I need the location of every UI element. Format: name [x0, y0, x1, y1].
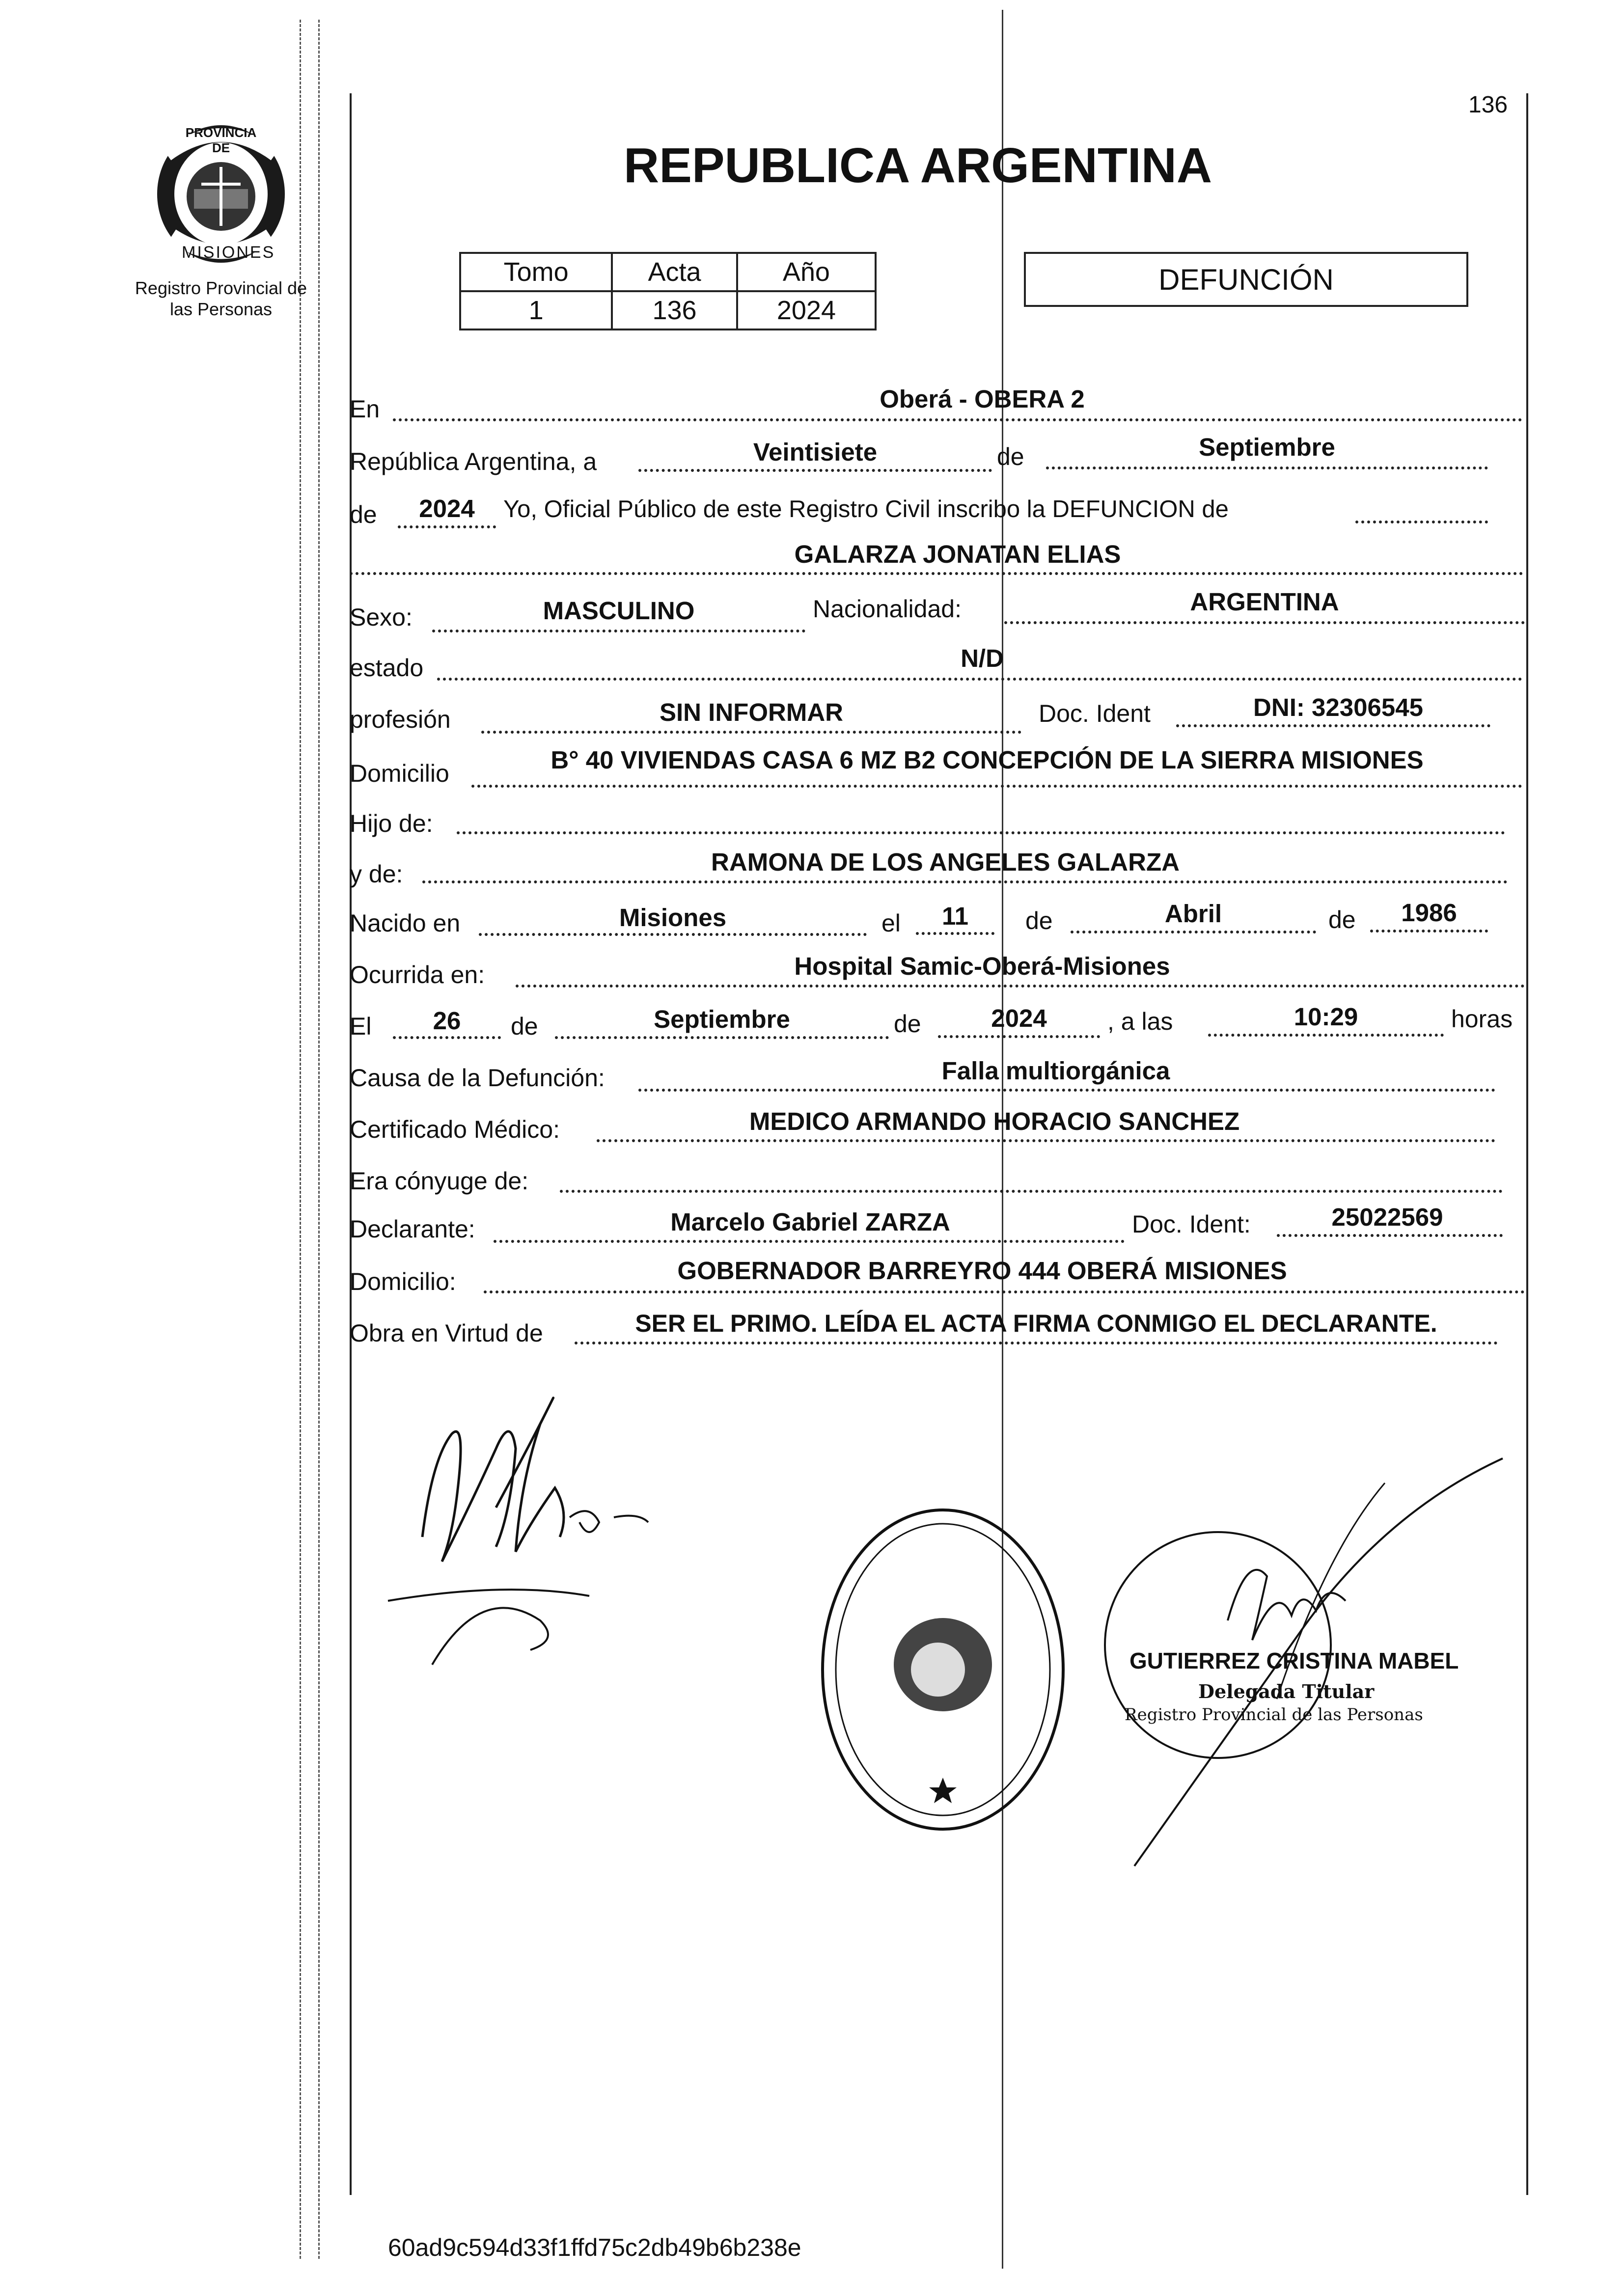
muerte-year: 2024: [991, 1004, 1047, 1032]
declarante-doc-line: [1277, 1234, 1503, 1237]
nacido-month-line: [1071, 931, 1316, 933]
logo-text-top: PROVINCIA DE: [185, 125, 257, 155]
muerte-month: Septiembre: [654, 1005, 790, 1033]
y-de-line: [422, 880, 1508, 883]
causa-value: Falla multiorgánica: [941, 1057, 1170, 1085]
declarant-signature: [383, 1375, 702, 1670]
official-name: GUTIERREZ CRISTINA MABEL: [1129, 1648, 1459, 1673]
official-title: Delegada Titular: [1198, 1680, 1375, 1702]
deceased-line: [350, 572, 1523, 575]
en-value: Oberá - OBERA 2: [880, 385, 1085, 413]
nacido-de2-label: de: [1328, 906, 1356, 933]
nacionalidad-line: [1004, 621, 1525, 624]
muerte-day: 26: [433, 1007, 461, 1035]
republica-month-line: [1046, 466, 1488, 469]
registry-line-2: las Personas: [169, 299, 273, 320]
y-de-label: y de:: [350, 860, 403, 888]
republica-day: Veintisiete: [753, 438, 878, 466]
nacido-el-label: el: [881, 909, 901, 937]
sexo-line: [432, 630, 805, 632]
deceased-name: GALARZA JONATAN ELIAS: [794, 540, 1121, 568]
conyuge-label: Era cónyuge de:: [350, 1167, 529, 1195]
province-logo: [147, 110, 295, 268]
nacido-day: 11: [942, 902, 968, 930]
nacido-place-line: [479, 933, 867, 936]
year-text: Yo, Oficial Público de este Registro Civil inscribo la DEFUNCION de: [503, 496, 1229, 522]
nacido-day-line: [916, 932, 994, 935]
hijo-de-label: Hijo de:: [350, 810, 433, 837]
en-label: En: [350, 395, 380, 423]
certificado-label: Certificado Médico:: [350, 1116, 560, 1143]
record-type: DEFUNCIÓN: [1158, 263, 1334, 296]
document-title: REPUBLICA ARGENTINA: [624, 138, 1212, 193]
domicilio-value: B° 40 VIVIENDAS CASA 6 MZ B2 CONCEPCIÓN DE LA SIERRA MISIONES: [551, 746, 1424, 774]
header-acta: Acta: [612, 253, 737, 291]
profesion-label: profesión: [350, 706, 451, 733]
doc-ident-label: Doc. Ident: [1039, 700, 1151, 727]
record-table-value-row: [460, 291, 876, 329]
republica-day-line: [638, 469, 992, 472]
ocurrida-value: Hospital Samic-Oberá-Misiones: [794, 952, 1170, 980]
nacido-de1-label: de: [1025, 907, 1053, 934]
declarante-doc-label: Doc. Ident:: [1132, 1210, 1251, 1238]
domicilio-declarante-label: Domicilio:: [350, 1268, 456, 1295]
muerte-de1-label: de: [511, 1013, 538, 1040]
logo-text-bottom: MISIONES: [182, 243, 275, 262]
estado-line: [437, 678, 1522, 681]
official-signature-block: [1071, 1454, 1537, 1886]
muerte-alas-label: , a las: [1107, 1008, 1173, 1035]
year-de-label: de: [350, 501, 377, 528]
declarante-label: Declarante:: [350, 1215, 475, 1243]
value-acta: 136: [612, 291, 737, 329]
estado-value: N/D: [961, 644, 1004, 672]
nacionalidad-label: Nacionalidad:: [813, 595, 962, 623]
official-org: Registro Provincial de las Personas: [1125, 1705, 1423, 1725]
declarante-doc-value: 25022569: [1331, 1203, 1443, 1231]
margin-line-left: [300, 20, 301, 2259]
hijo-de-line: [457, 831, 1505, 834]
certificado-line: [597, 1139, 1495, 1142]
obra-line: [575, 1342, 1498, 1344]
y-de-value: RAMONA DE LOS ANGELES GALARZA: [711, 848, 1180, 876]
value-tomo: 1: [460, 291, 612, 329]
declarante-value: Marcelo Gabriel ZARZA: [670, 1208, 950, 1236]
estado-label: estado: [350, 654, 424, 682]
doc-ident-value: DNI: 32306545: [1253, 693, 1423, 721]
page-number: 136: [1468, 92, 1508, 118]
header-anio: Año: [737, 253, 876, 291]
muerte-month-line: [555, 1036, 889, 1039]
sexo-value: MASCULINO: [543, 597, 695, 625]
nacido-month: Abril: [1164, 900, 1222, 928]
muerte-year-line: [938, 1035, 1100, 1038]
republica-de-label: de: [997, 443, 1024, 470]
domicilio-label: Domicilio: [350, 760, 449, 787]
official-seal: [810, 1503, 1085, 1846]
muerte-de2-label: de: [894, 1010, 921, 1038]
nacido-year-line: [1370, 930, 1488, 933]
domicilio-declarante-value: GOBERNADOR BARREYRO 444 OBERÁ MISIONES: [677, 1257, 1287, 1285]
muerte-day-line: [393, 1036, 501, 1039]
header-tomo: Tomo: [460, 253, 612, 291]
muerte-time-line: [1208, 1034, 1444, 1037]
year-value: 2024: [419, 494, 475, 522]
republica-month: Septiembre: [1199, 433, 1335, 461]
domicilio-line: [471, 785, 1522, 788]
obra-value: SER EL PRIMO. LEÍDA EL ACTA FIRMA CONMIGO EL DECLARANTE.: [635, 1310, 1437, 1337]
nacionalidad-value: ARGENTINA: [1190, 588, 1339, 616]
causa-line: [638, 1089, 1495, 1092]
certificado-value: MEDICO ARMANDO HORACIO SANCHEZ: [749, 1107, 1240, 1135]
muerte-horas-label: horas: [1451, 1005, 1513, 1033]
causa-label: Causa de la Defunción:: [350, 1064, 605, 1092]
record-type-box: [1024, 252, 1468, 307]
nacido-place: Misiones: [619, 904, 727, 932]
year-tail-line: [1355, 521, 1488, 523]
nacido-label: Nacido en: [350, 909, 461, 937]
margin-line-left-2: [318, 20, 320, 2259]
domicilio-declarante-line: [484, 1290, 1525, 1293]
registry-name: [118, 277, 324, 320]
en-line: [393, 418, 1522, 421]
muerte-el-label: El: [350, 1013, 372, 1040]
ocurrida-line: [516, 985, 1525, 988]
year-line: [398, 525, 496, 528]
value-anio: 2024: [737, 291, 876, 329]
nacido-year: 1986: [1401, 899, 1457, 927]
sexo-label: Sexo:: [350, 604, 413, 631]
ocurrida-label: Ocurrida en:: [350, 961, 485, 988]
registry-line-1: Registro Provincial de: [135, 278, 307, 298]
record-table-header-row: [460, 253, 876, 291]
republica-label: República Argentina, a: [350, 448, 597, 475]
declarante-line: [494, 1240, 1125, 1243]
record-table: [459, 252, 877, 330]
profesion-value: SIN INFORMAR: [660, 698, 843, 726]
doc-ident-line: [1176, 724, 1490, 727]
document-hash: 60ad9c594d33f1ffd75c2db49b6b238e: [388, 2234, 801, 2261]
muerte-time: 10:29: [1294, 1003, 1358, 1031]
conyuge-line: [560, 1190, 1503, 1193]
profesion-line: [481, 731, 1021, 734]
obra-label: Obra en Virtud de: [350, 1319, 543, 1347]
